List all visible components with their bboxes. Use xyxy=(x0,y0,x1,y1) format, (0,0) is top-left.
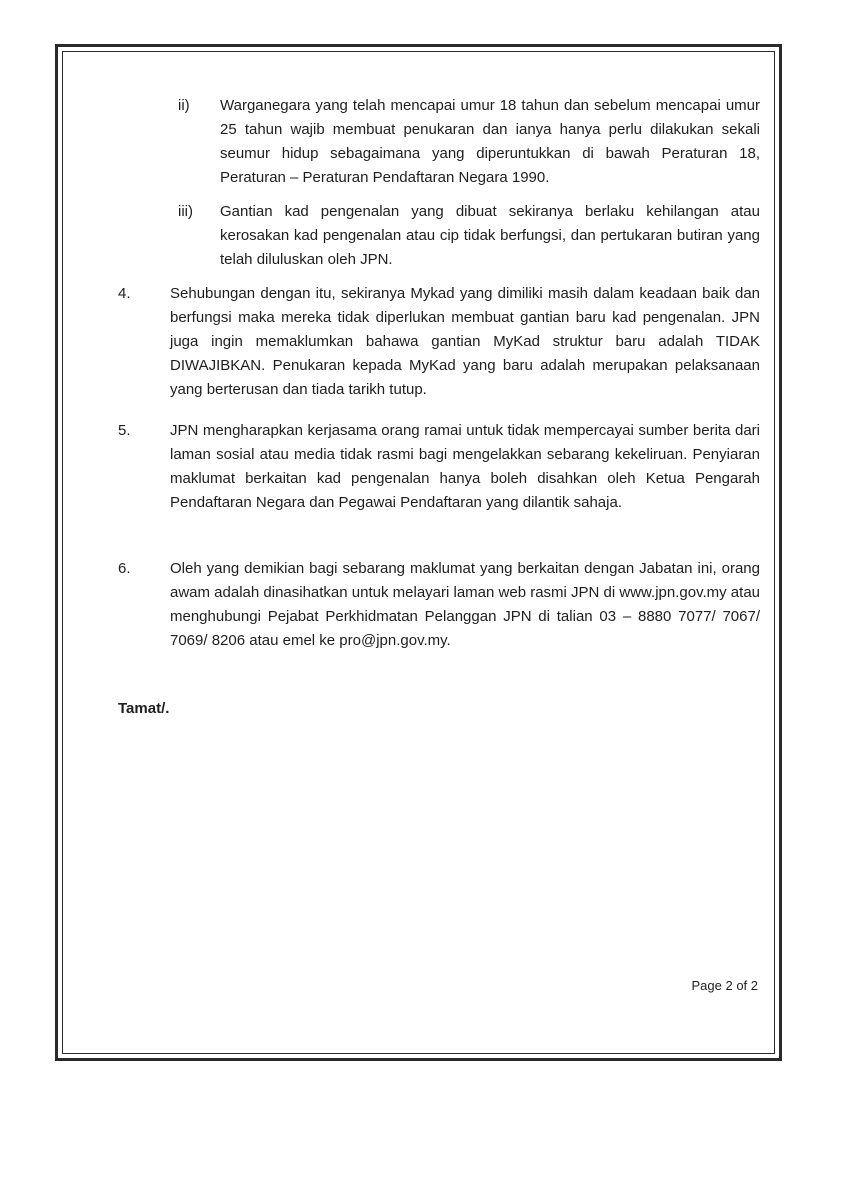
closing-remark: Tamat/. xyxy=(118,700,170,717)
page-number: Page 2 of 2 xyxy=(691,978,758,993)
paragraph-text: JPN mengharapkan kerjasama orang ramai untuk tidak mempercayai sumber berita dari laman sosial atau media tidak rasmi bagi mengelakkan sebarang kekeliruan. Penyiaran maklumat berkaitan kad pengenalan hanya boleh disahkan oleh Ketua Pengarah Pendaftaran Negara dan Pegawai Pendaftaran yang dilantik sahaja. xyxy=(170,422,760,511)
paragraph-number: 6. xyxy=(118,560,131,577)
sub-item-text: Gantian kad pengenalan yang dibuat sekiranya berlaku kehilangan atau kerosakan kad pengenalan atau cip tidak berfungsi, dan pertukaran butiran yang telah diluluskan oleh JPN. xyxy=(220,203,760,268)
paragraph-text: Sehubungan dengan itu, sekiranya Mykad yang dimiliki masih dalam keadaan baik dan berfungsi maka mereka tidak diperlukan membuat gantian baru kad pengenalan. JPN juga ingin memaklumkan bahawa gantian MyKad struktur baru adalah TIDAK DIWAJIBKAN. Penukaran kepada MyKad yang baru adalah merupakan pelaksanaan yang berterusan dan tiada tarikh tutup. xyxy=(170,285,760,398)
paragraph-number: 5. xyxy=(118,422,131,439)
sub-item-marker: ii) xyxy=(178,97,190,114)
sub-item-text: Warganegara yang telah mencapai umur 18 tahun dan sebelum mencapai umur 25 tahun wajib membuat penukaran dan ianya hanya perlu dilakukan sekali seumur hidup sebagaimana yang diperuntukkan di bawah Peraturan 18, Peraturan – Peraturan Pendaftaran Negara 1990. xyxy=(220,97,760,186)
paragraph-number: 4. xyxy=(118,285,131,302)
sub-item-marker: iii) xyxy=(178,203,193,220)
paragraph-text: Oleh yang demikian bagi sebarang maklumat yang berkaitan dengan Jabatan ini, orang awam adalah dinasihatkan untuk melayari laman web rasmi JPN di www.jpn.gov.my atau menghubungi Pejabat Perkhidmatan Pelanggan JPN di talian 03 – 8880 7077/ 7067/ 7069/ 8206 atau emel ke pro@jpn.gov.my. xyxy=(170,560,761,649)
